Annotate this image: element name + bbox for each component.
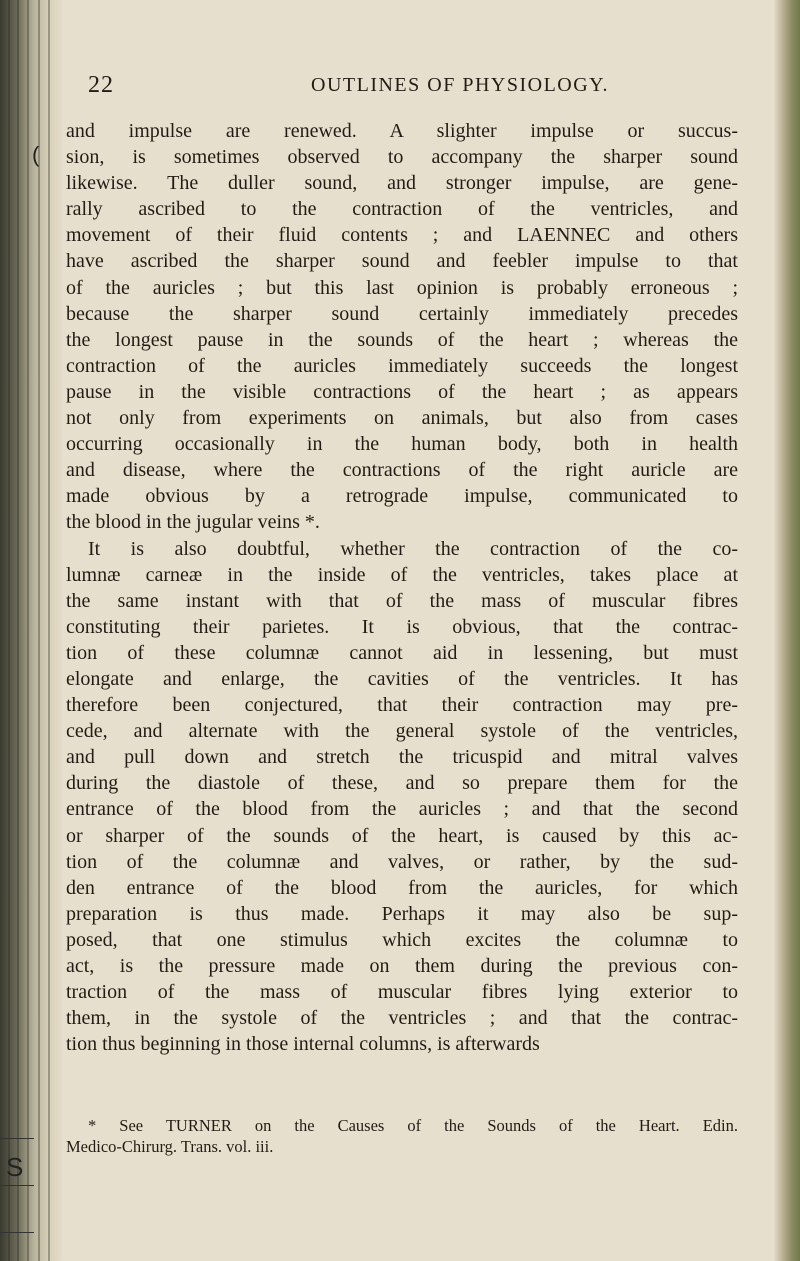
text-line: occurring occasionally in the human body, both in health (66, 433, 738, 456)
footnote-line: Medico-Chirurg. Trans. vol. iii. (66, 1137, 274, 1156)
text-line: made obvious by a retrograde impulse, communicated to (66, 485, 738, 508)
footnote (66, 1115, 738, 1157)
text-line: entrance of the blood from the auricles ; and that the second (66, 798, 738, 821)
text-line: therefore been conjectured, that their contraction may pre- (66, 694, 738, 717)
text-line: traction of the mass of muscular fibres lying exterior to (66, 981, 738, 1004)
body-text (66, 118, 738, 1057)
text-line: sion, is sometimes observed to accompany the sharper sound (66, 146, 738, 169)
text-line: pause in the visible contractions of the heart ; as appears (66, 380, 738, 403)
page-header (66, 62, 766, 102)
text-line: during the diastole of these, and so prepare them for the (66, 772, 738, 795)
text-line: and impulse are renewed. A slighter impulse or succus- (66, 120, 738, 142)
page-number: 22 (88, 72, 114, 98)
text-line: and pull down and stretch the tricuspid and mitral valves (66, 746, 738, 769)
right-page-edge (774, 0, 800, 1261)
text-line: posed, that one stimulus which excites the columnæ to (66, 928, 738, 951)
margin-mark-top-left: ( (32, 142, 40, 167)
text-line: rally ascribed to the contraction of the ventricles, and (66, 198, 738, 221)
left-binding-gutter (0, 0, 62, 1261)
text-line: act, is the pressure made on them during the previous con- (66, 955, 738, 977)
text-line: lumnæ carneæ in the inside of the ventricles, takes place at (66, 563, 738, 586)
text-line: It is also doubtful, whether the contraction of the co- (88, 537, 738, 560)
text-line: because the sharper sound certainly immediately precedes (66, 302, 738, 325)
text-line: preparation is thus made. Perhaps it may also be sup- (66, 902, 738, 925)
running-head: OUTLINES OF PHYSIOLOGY. (311, 74, 610, 96)
text-line: elongate and enlarge, the cavities of the ventricles. It has (66, 667, 738, 690)
text-line: and disease, where the contractions of the right auricle are (66, 459, 738, 482)
margin-rule-1 (0, 1138, 34, 1139)
text-line: likewise. The duller sound, and stronger impulse, are gene- (66, 172, 738, 195)
margin-rule-3 (0, 1232, 34, 1233)
text-line: the blood in the jugular veins *. (66, 511, 320, 534)
text-line: contraction of the auricles immediately succeeds the longest (66, 354, 738, 377)
text-line: them, in the systole of the ventricles ; and that the contrac- (66, 1007, 738, 1030)
margin-rule-2 (0, 1185, 34, 1186)
text-line: den entrance of the blood from the auricles, for which (66, 876, 738, 899)
text-line: have ascribed the sharper sound and feebler impulse to that (66, 250, 738, 273)
text-line: movement of their fluid contents ; and LAENNEC and others (66, 224, 738, 247)
text-line: tion of these columnæ cannot aid in lessening, but must (66, 641, 738, 664)
text-line: of the auricles ; but this last opinion is probably erroneous ; (66, 276, 738, 299)
text-line: cede, and alternate with the general systole of the ventricles, (66, 720, 738, 743)
text-line: the same instant with that of the mass of muscular fibres (66, 589, 738, 612)
book-page (66, 62, 766, 1156)
footnote-line: * See TURNER on the Causes of the Sounds of the Heart. Edin. (88, 1116, 738, 1135)
text-line: tion of the columnæ and valves, or rather, by the sud- (66, 850, 738, 873)
text-line: not only from experiments on animals, but also from cases (66, 407, 738, 430)
text-line: the longest pause in the sounds of the heart ; whereas the (66, 328, 738, 351)
text-line: constituting their parietes. It is obvious, that the contrac- (66, 615, 738, 638)
text-line: or sharper of the sounds of the heart, is caused by this ac- (66, 824, 738, 847)
margin-mark-bottom-left: S (6, 1152, 24, 1182)
text-line: tion thus beginning in those internal columns, is afterwards (66, 1033, 540, 1056)
